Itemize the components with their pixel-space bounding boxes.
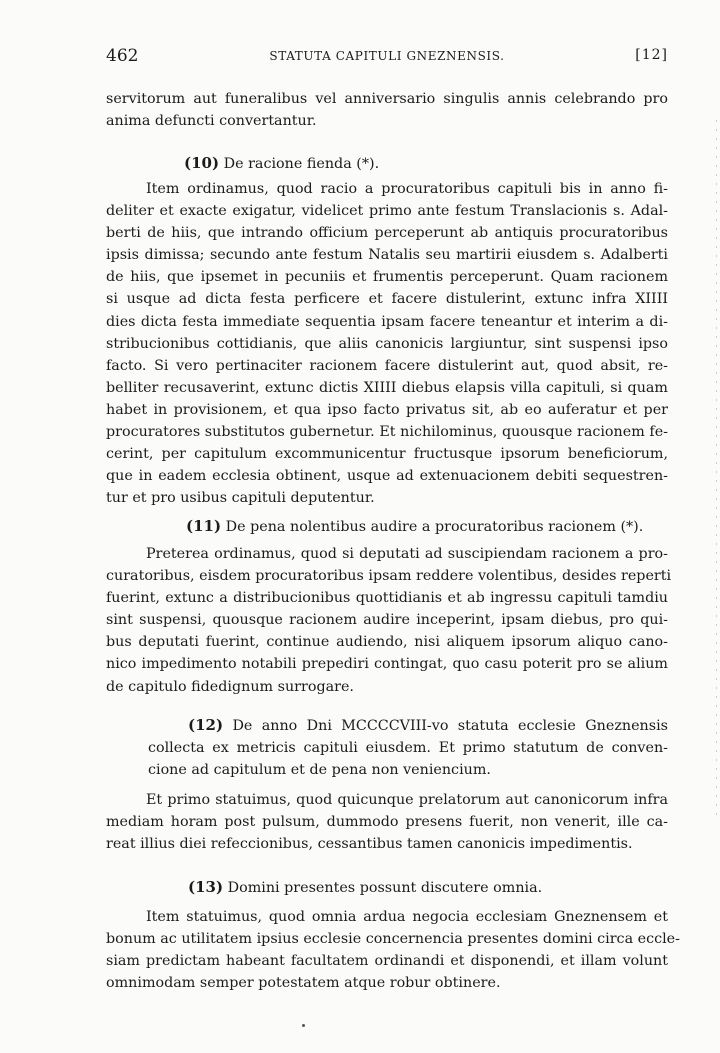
section-title: De pena nolentibus audire a procuratoribus racionem (*). xyxy=(225,519,644,535)
section-title: De racione fienda (*). xyxy=(223,156,380,172)
heading-line: collecta ex metricis capituli eiusdem. Et primo statutum de conven- xyxy=(148,740,668,756)
text-line: servitorum aut funeralibus vel anniversario singulis annis celebrando pro xyxy=(106,91,668,107)
section-12-paragraph xyxy=(106,789,668,855)
section-13-paragraph xyxy=(106,906,680,994)
text-line: procuratores substitutos gubernetur. Et nichilominus, quousque racionem fe- xyxy=(106,424,668,441)
section-number: (12) xyxy=(188,716,224,734)
text-line: bonum ac utilitatem ipsius ecclesie concernencia presentes domini circa eccle- xyxy=(106,931,680,948)
text-line: siam predictam habeant facultatem ordinandi et disponendi, et illam volunt xyxy=(106,953,668,970)
text-line: de capitulo fidedignum surrogare. xyxy=(106,678,354,695)
section-10-heading xyxy=(184,152,379,175)
text-line: que in eadem ecclesia obtinent, usque ad extenuacionem debiti sequestren- xyxy=(106,468,668,485)
text-line: dies dicta festa immediate sequentia ipsam facere teneantur et interim a di- xyxy=(106,313,668,330)
section-11-heading xyxy=(186,515,643,538)
text-line: de hiis, que ipsemet in pecuniis et frumentis perceperunt. Quam racionem xyxy=(106,269,668,286)
text-line: anima defuncti convertantur. xyxy=(106,113,317,130)
text-line: belliter recusaverint, extunc dictis XIIII diebus elapsis villa capituli, si quam xyxy=(106,379,668,396)
text-line: stribucionibus cottidianis, que aliis canonicis largiuntur, sint suspensi ipso xyxy=(106,335,668,352)
section-reference: [12] xyxy=(635,47,668,63)
running-title: STATUTA CAPITULI GNEZNENSIS. xyxy=(269,49,505,63)
text-line: facto. Si vero pertinaciter racionem facere distulerint aut, quod absit, re- xyxy=(106,357,668,374)
text-line: cerint, per capitulum excommunicentur fructusque ipsorum beneficiorum, xyxy=(106,446,668,463)
text-line: Item statuimus, quod omnia ardua negocia ecclesiam Gneznensem et xyxy=(146,909,668,925)
text-line: si usque ad dicta festa perficere et facere distulerint, extunc infra XIIII xyxy=(106,291,668,308)
text-line: curatoribus, eisdem procuratoribus ipsam reddere volentibus, desides reperti xyxy=(106,568,672,585)
heading-line xyxy=(148,714,668,737)
text-line: Et primo statuimus, quod quicunque prelatorum aut canonicorum infra xyxy=(146,792,668,808)
text-line: berti de hiis, que intrando officium perceperunt ab antiquis procuratoribus xyxy=(106,225,668,242)
section-12-heading xyxy=(148,714,668,781)
page-number: 462 xyxy=(106,46,139,66)
text-line: sint suspensi, quousque racionem audire inceperint, ipsam diebus, pro qui- xyxy=(106,612,668,629)
text-line: reat illius diei refeccionibus, cessantibus tamen canonicis impedimentis. xyxy=(106,836,633,853)
section-11-paragraph xyxy=(106,543,672,698)
section-13-heading xyxy=(188,876,542,899)
heading-line: cione ad capitulum et de pena non veniencium. xyxy=(148,762,491,778)
text-line: bus deputati fuerint, continue audiendo, nisi aliquem ipsorum aliquo cano- xyxy=(106,634,668,651)
section-number: (10) xyxy=(184,154,220,172)
page-edge-shadow xyxy=(716,120,717,820)
intro-paragraph xyxy=(106,88,668,132)
text-line: Item ordinamus, quod racio a procuratoribus capituli bis in anno fi- xyxy=(146,181,668,197)
section-10-paragraph xyxy=(106,178,668,509)
text-line: habet in provisionem, et qua ipso facto privatus sit, ab eo auferatur et per xyxy=(106,401,668,418)
text-line: deliter et exacte exigatur, videlicet primo ante festum Translacionis s. Adal- xyxy=(106,203,668,220)
printer-mark xyxy=(302,1024,305,1027)
page-header xyxy=(106,46,668,72)
text-line: Preterea ordinamus, quod si deputati ad suscipiendam racionem a pro- xyxy=(146,546,668,562)
section-number: (11) xyxy=(186,517,222,535)
heading-text: De anno Dni MCCCCVIII-vo statuta ecclesie Gneznensis xyxy=(232,718,668,734)
text-line: tur et pro usibus capituli deputentur. xyxy=(106,490,375,507)
text-line: omnimodam semper potestatem atque robur obtinere. xyxy=(106,975,501,992)
section-number: (13) xyxy=(188,878,224,896)
section-title: Domini presentes possunt discutere omnia. xyxy=(227,880,543,896)
text-line: mediam horam post pulsum, dummodo presens fuerit, non venerit, ille ca- xyxy=(106,814,668,831)
text-line: nico impedimento notabili prepediri contingat, quo casu poterit pro se alium xyxy=(106,656,668,673)
text-line: ipsis dimissa; secundo ante festum Natalis seu martirii eiusdem s. Adalberti xyxy=(106,247,668,264)
text-line: fuerint, extunc a distribucionibus quottidianis et ab ingressu capituli tamdiu xyxy=(106,590,668,607)
